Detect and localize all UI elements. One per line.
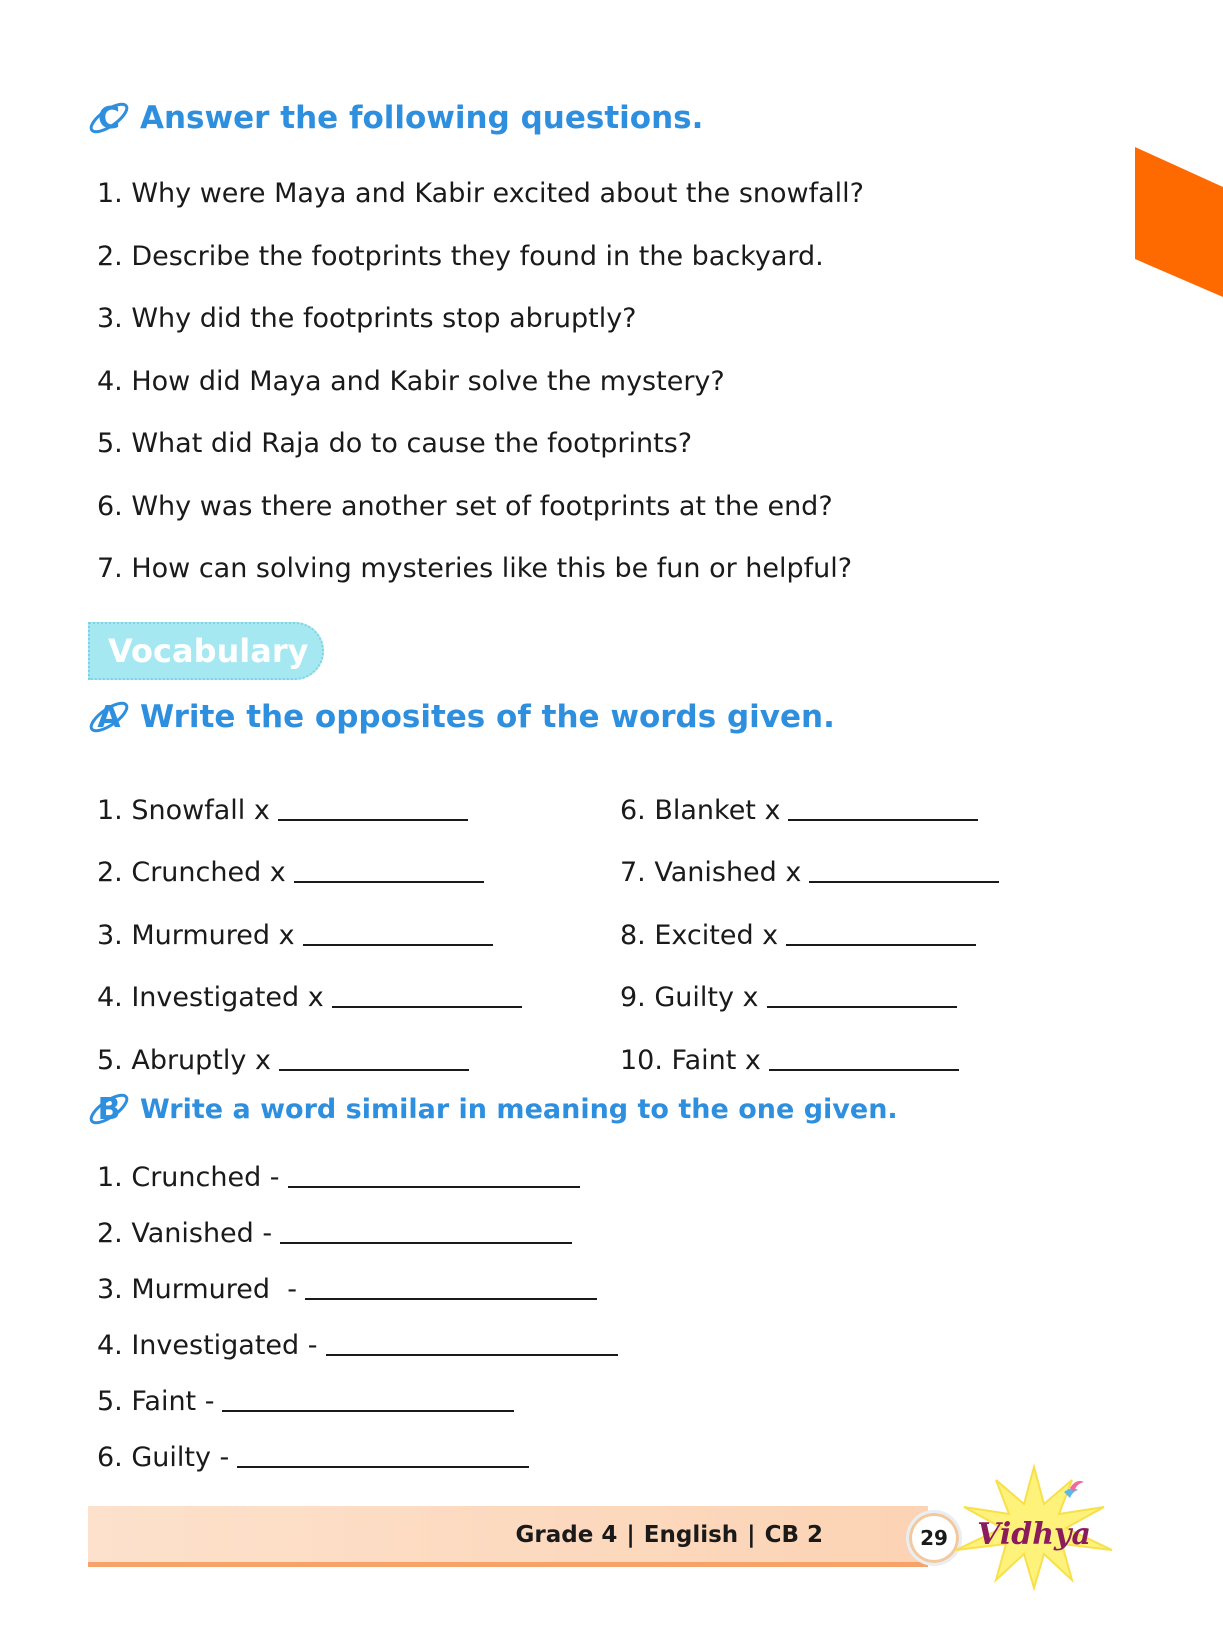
vidhya-logo: [944, 1462, 1124, 1592]
footer-grade: Grade 4: [515, 1522, 618, 1548]
synonym-item: [97, 1142, 618, 1198]
opposite-item: [620, 956, 999, 1019]
opposites-right-column: [620, 768, 999, 1081]
opposite-word: 2. Crunched x: [97, 857, 286, 888]
question-item: 4. How did Maya and Kabir solve the mystery?: [97, 365, 725, 397]
opposites-left-column: [97, 768, 522, 1081]
opposite-word: 6. Blanket x: [620, 794, 781, 826]
footer-book: CB 2: [764, 1522, 823, 1548]
answer-blank[interactable]: [279, 1068, 469, 1071]
synonym-item: [97, 1198, 618, 1254]
section-b-badge-icon: [86, 1086, 132, 1132]
synonym-item: [97, 1422, 618, 1478]
vocabulary-label: Vocabulary: [88, 622, 324, 680]
opposite-word: 3. Murmured x: [97, 919, 295, 951]
footer-subject: English: [643, 1522, 739, 1548]
synonym-list: [97, 1142, 618, 1478]
answer-blank[interactable]: [786, 943, 976, 946]
section-b-letter: B: [97, 1092, 121, 1127]
footer-text: [516, 1506, 823, 1564]
opposite-word: 4. Investigated x: [97, 982, 324, 1013]
synonym-word: 1. Crunched -: [97, 1162, 280, 1193]
orange-corner-tab: [1135, 147, 1223, 297]
opposite-item: [620, 831, 999, 894]
opposite-item: [620, 893, 999, 956]
section-a-heading: [86, 694, 835, 740]
opposite-item: [620, 768, 999, 831]
section-c-badge-icon: [86, 95, 132, 141]
question-item: 2. Describe the footprints they found in the backyard.: [97, 240, 824, 272]
opposite-word: 7. Vanished x: [620, 857, 802, 888]
section-c-letter: C: [97, 101, 121, 136]
opposite-item: [97, 1018, 522, 1081]
answer-blank[interactable]: [278, 818, 468, 821]
section-b-heading: [86, 1086, 898, 1132]
answer-blank[interactable]: [305, 1297, 597, 1300]
opposite-word: 5. Abruptly x: [97, 1044, 271, 1076]
question-item: 6. Why was there another set of footprints at the end?: [97, 490, 833, 522]
opposite-word: 10. Faint x: [620, 1044, 761, 1076]
section-c-heading: [86, 95, 703, 141]
footer-band: [88, 1506, 928, 1564]
question-item: 1. Why were Maya and Kabir excited about the snowfall?: [97, 178, 864, 209]
answer-blank[interactable]: [332, 1005, 522, 1008]
brand-name: Vidhya: [977, 1517, 1091, 1552]
synonym-word: 5. Faint -: [97, 1386, 215, 1417]
synonym-word: 2. Vanished -: [97, 1218, 273, 1249]
answer-blank[interactable]: [788, 818, 978, 821]
synonym-item: [97, 1366, 618, 1422]
footer-separator: |: [626, 1522, 635, 1548]
opposite-word: 1. Snowfall x: [97, 794, 270, 826]
answer-blank[interactable]: [237, 1465, 529, 1468]
answer-blank[interactable]: [303, 943, 493, 946]
footer-separator: |: [747, 1522, 756, 1548]
answer-blank[interactable]: [769, 1068, 959, 1071]
answer-blank[interactable]: [280, 1241, 572, 1244]
question-item: 3. Why did the footprints stop abruptly?: [97, 303, 637, 334]
question-item: 5. What did Raja do to cause the footprints?: [97, 428, 693, 459]
answer-blank[interactable]: [288, 1185, 580, 1188]
section-b-title: Write a word similar in meaning to the one given.: [140, 1093, 898, 1125]
synonym-word: 6. Guilty -: [97, 1442, 230, 1473]
opposite-word: 9. Guilty x: [620, 982, 759, 1013]
synonym-item: [97, 1254, 618, 1310]
opposite-item: [97, 831, 522, 894]
opposite-item: [620, 1018, 999, 1081]
answer-blank[interactable]: [294, 880, 484, 883]
opposite-item: [97, 768, 522, 831]
page-number: 29: [906, 1510, 962, 1566]
answer-blank[interactable]: [809, 880, 999, 883]
answer-blank[interactable]: [222, 1409, 514, 1412]
answer-blank[interactable]: [767, 1005, 957, 1008]
section-a-badge-icon: [86, 694, 132, 740]
section-c-title: Answer the following questions.: [140, 100, 704, 136]
question-item: 7. How can solving mysteries like this be fun or helpful?: [97, 553, 853, 584]
section-a-letter: A: [97, 700, 121, 735]
opposite-item: [97, 893, 522, 956]
synonym-word: 4. Investigated -: [97, 1330, 318, 1361]
opposite-item: [97, 956, 522, 1019]
synonym-item: [97, 1310, 618, 1366]
section-a-title: Write the opposites of the words given.: [140, 699, 835, 735]
opposite-word: 8. Excited x: [620, 919, 779, 951]
synonym-word: 3. Murmured -: [97, 1274, 297, 1305]
question-list: [97, 172, 864, 610]
answer-blank[interactable]: [326, 1353, 618, 1356]
